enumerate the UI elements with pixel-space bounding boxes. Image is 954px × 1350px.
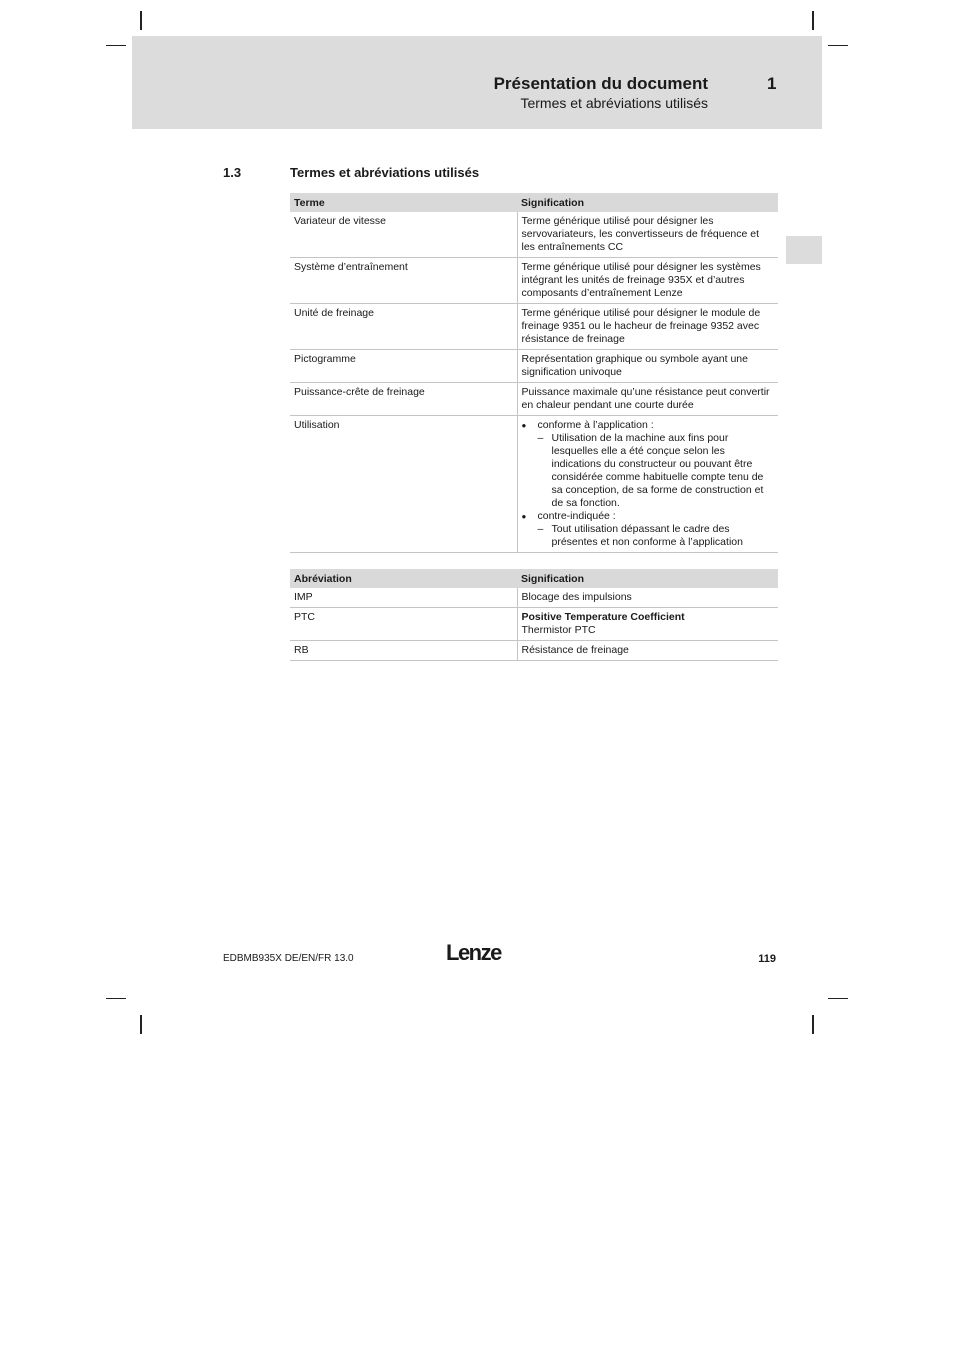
meaning-cell — [517, 416, 778, 553]
crop-mark — [106, 45, 126, 46]
table-row — [290, 588, 778, 608]
abbreviation-cell: PTC — [290, 608, 517, 641]
header-band — [132, 36, 822, 129]
bullet-list — [522, 419, 775, 549]
list-item: – Utilisation de la machine aux fins pour lesquelles elle a été conçue selon les indications du constructeur ou pouvant être considérée comme habituelle compte tenu de sa conception, de sa forme de construction et de sa fonction. — [538, 432, 775, 510]
term-cell: Utilisation — [290, 416, 517, 553]
table-row — [290, 416, 778, 553]
meaning-text: Thermistor PTC — [521, 624, 596, 636]
meaning-expansion: Positive Temperature Coefficient — [521, 611, 685, 623]
term-cell: Variateur de vitesse — [290, 212, 517, 258]
column-header: Signification — [517, 193, 778, 212]
list-item — [522, 419, 775, 510]
abbreviation-cell: RB — [290, 641, 517, 661]
list-item: – Tout utilisation dépassant le cadre des présentes et non conforme à l’application — [538, 523, 775, 549]
column-header: Signification — [517, 569, 778, 588]
table-row — [290, 350, 778, 383]
chapter-title: Présentation du document — [493, 74, 708, 93]
bullet-text: contre-indiquée : — [537, 510, 616, 522]
term-cell: Pictogramme — [290, 350, 517, 383]
crop-mark — [828, 45, 848, 46]
crop-mark — [106, 998, 126, 999]
column-header: Terme — [290, 193, 517, 212]
meaning-cell: Puissance maximale qu’une résistance peut convertir en chaleur pendant une courte durée — [517, 383, 778, 416]
term-cell: Unité de freinage — [290, 304, 517, 350]
meaning-cell: Terme générique utilisé pour désigner les systèmes intégrant les unités de freinage 935X et d’autres composants d’entraînement Lenze — [517, 258, 778, 304]
meaning-cell: Représentation graphique ou symbole ayant une signification univoque — [517, 350, 778, 383]
meaning-cell — [517, 608, 778, 641]
meaning-cell: Blocage des impulsions — [517, 588, 778, 608]
chapter-side-tab — [786, 236, 822, 264]
column-header: Abréviation — [290, 569, 517, 588]
crop-mark — [828, 998, 848, 999]
terms-table — [290, 193, 778, 553]
table-header-row — [290, 569, 778, 588]
dash-list — [538, 432, 775, 510]
abbreviation-cell: IMP — [290, 588, 517, 608]
chapter-subtitle: Termes et abréviations utilisés — [520, 95, 708, 111]
term-cell: Puissance-crête de freinage — [290, 383, 517, 416]
document-id: EDBMB935X DE/EN/FR 13.0 — [223, 953, 354, 964]
chapter-number: 1 — [767, 74, 777, 93]
table-row — [290, 258, 778, 304]
section-number: 1.3 — [223, 165, 242, 180]
table-row — [290, 383, 778, 416]
crop-mark — [812, 1015, 814, 1034]
section-title: Termes et abréviations utilisés — [290, 165, 480, 180]
term-cell: Système d’entraînement — [290, 258, 517, 304]
abbreviations-table — [290, 569, 778, 661]
table-header-row — [290, 193, 778, 212]
meaning-cell: Résistance de freinage — [517, 641, 778, 661]
crop-mark — [812, 11, 814, 30]
page-number: 119 — [758, 953, 776, 965]
meaning-cell: Terme générique utilisé pour désigner les servovariateurs, les convertisseurs de fréquence et les entraînements CC — [517, 212, 778, 258]
table-row — [290, 304, 778, 350]
dash-list — [538, 523, 775, 549]
bullet-text: conforme à l’application : — [537, 419, 654, 431]
lenze-logo: Lenze — [446, 940, 501, 965]
crop-mark — [140, 1015, 142, 1034]
table-row — [290, 212, 778, 258]
table-row — [290, 641, 778, 661]
meaning-cell: Terme générique utilisé pour désigner le module de freinage 9351 ou le hacheur de freinage 9352 avec résistance de freinage — [517, 304, 778, 350]
crop-mark — [140, 11, 142, 30]
list-item — [522, 510, 775, 549]
table-row — [290, 608, 778, 641]
